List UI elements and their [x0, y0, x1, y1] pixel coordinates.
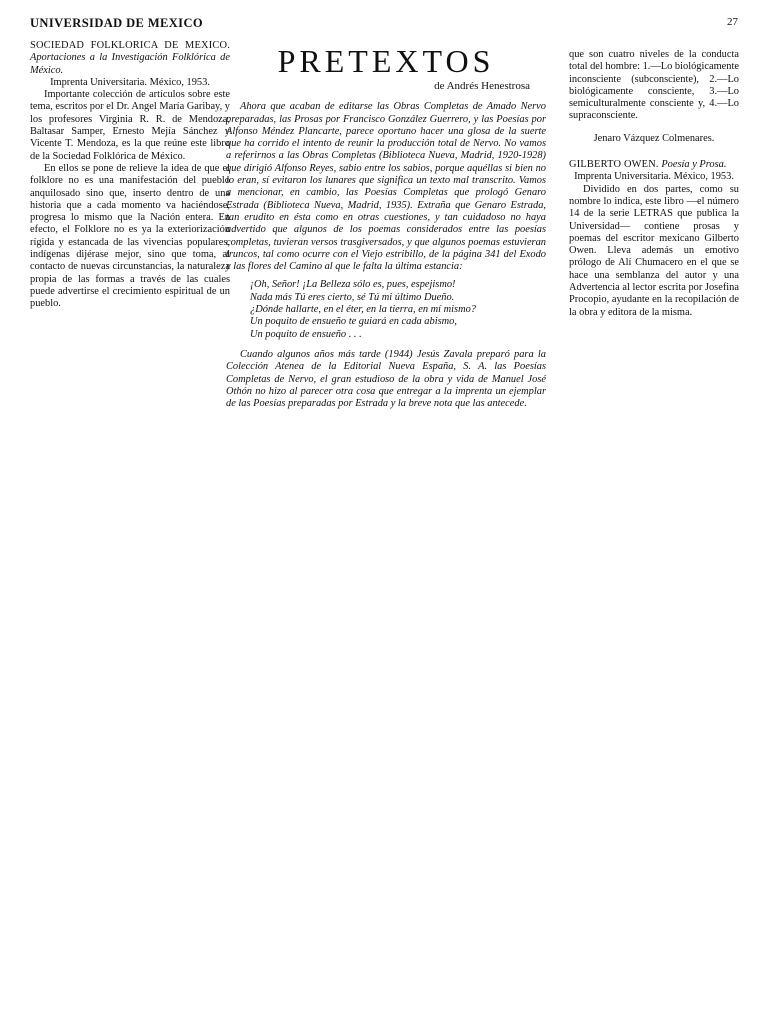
- poem-quote: [250, 279, 546, 340]
- review-book-title: Poesía y Prosa.: [661, 159, 727, 171]
- review-heading: [30, 40, 230, 89]
- poem-line: ¡Oh, Señor! ¡La Belleza sólo es, pues, espejismo!: [250, 279, 456, 291]
- poem-line: Nada más Tú eres cierto, sé Tú mi último Dueño.: [250, 291, 455, 303]
- review-heading: [569, 159, 739, 184]
- article-paragraph: Ahora que acaban de editarse las Obras Completas de Amado Nervo preparadas, las Prosas por Francisco González Guerrero, y las Poesías por Alfonso Méndez Plancarte, parece oportuno hacer una glosa de la suerte que ha corrido el intento de reunir la producción total de Nervo. No vamos a referirnos a las Obras Completas (Biblioteca Nueva, Madrid, 1920-1928) que dirigió Alfonso Reyes, sabio entre los sabios, porque aquéllas si bien no lo eran, sí evitaron los lunares que significa un texto mal transcrito. Vamos a mencionar, en cambio, las Poesías Completas que prologó Genaro Estrada (Biblioteca Nueva, Madrid, 1935). Extraña que Genaro Estrada, tan erudito en ésta como en otras cuestiones, y tan cuidadoso no haya advertido que algunos de los poemas considerados entre las poesías completas, tuvieran versos trasgiversados, y que algunos poemas estuvieran truncos, tal como ocurre con el Viejo estribillo, de la página 341 del Exodo y las flores del Camino al que le falta la última estancia:: [226, 101, 546, 273]
- review-signature: Jenaro Vázquez Colmenares.: [593, 132, 715, 144]
- left-column: [30, 40, 230, 311]
- review-author: SOCIEDAD FOLKLORICA DE MEXICO.: [30, 40, 230, 51]
- review-paragraph: Dividido en dos partes, como su nombre lo indica, este libro —el número 14 de la serie LETRAS que publica la Universidad— contiene prosas y poemas del escritor mexicano Gilberto Owen. Lleva además un emotivo prólogo de Alí Chumacero en el que se hace una semblanza del autor y una Advertencia al lector escrita por Josefina Procopio, ayudante en la recopilación de la obra y editora de la misma.: [569, 183, 739, 318]
- review-paragraph: En ellos se pone de relieve la idea de que el folklore no es una manifestación del pueblo anquilosado sino que, inserto dentro de una historia que a cada momento va haciéndose, progresa lo mismo que la Nación entera. En efecto, el Folklore no es ya la exteriorización rígida y estancada de las vivencias populares, indígenas dijérase mejor, sino que toma, al contacto de nuevas circunstancias, la naturaleza propia de las formas a través de las cuales puede advertirse el crecimiento espiritual de un pueblo.: [30, 162, 230, 310]
- page-number: 27: [727, 16, 738, 28]
- magazine-title: UNIVERSIDAD DE MEXICO: [30, 16, 203, 30]
- running-head: [30, 16, 738, 34]
- article-paragraph: Cuando algunos años más tarde (1944) Jesús Zavala preparó para la Colección Atenea de la Editorial Nueva España, S. A. las Poesías Completas de Nervo, el gran estudioso de la obra y vida de Manuel José Othón no hizo al parecer otra cosa que entregar a la imprenta un ejemplar de las Poesías preparadas por Estrada y la breve nota que las antecede.: [226, 348, 546, 410]
- right-column: [569, 49, 739, 319]
- poem-line: Un poquito de ensueño te guiará en cada abismo,: [250, 316, 457, 328]
- poem-line: Un poquito de ensueño . . .: [250, 328, 362, 340]
- review-publisher: Imprenta Universitaria. México, 1953.: [50, 76, 210, 88]
- review-publisher: Imprenta Universitaria. México, 1953.: [574, 171, 734, 183]
- article-title: PRETEXTOS: [277, 43, 495, 79]
- review-paragraph: Importante colección de artículos sobre este tema, escritos por el Dr. Angel María Garibay, y los profesores Virginia R. R. de Mendoza, Baltasar Samper, Ernesto Mejía Sánchez y Vicente T. Mendoza, es la que reúne este libro de la Sociedad Folklórica de México.: [30, 89, 230, 162]
- review-book-title: Aportaciones a la Investigación Folklórica de México.: [30, 52, 230, 76]
- poem-line: ¿Dónde hallarte, en el éter, en la tierra, en mí mismo?: [250, 304, 476, 316]
- center-column: [226, 38, 546, 410]
- review-paragraph: que son cuatro niveles de la conducta total del hombre: 1.—Lo biológicamente inconsciente (subconsciente), 2.—Lo biológicamente consciente, 3.—Lo semiculturalmente consciente y, 4.—Lo supraconsciente.: [569, 49, 739, 122]
- review-author: GILBERTO OWEN.: [569, 159, 659, 171]
- article-byline: de Andrés Henestrosa: [434, 80, 530, 92]
